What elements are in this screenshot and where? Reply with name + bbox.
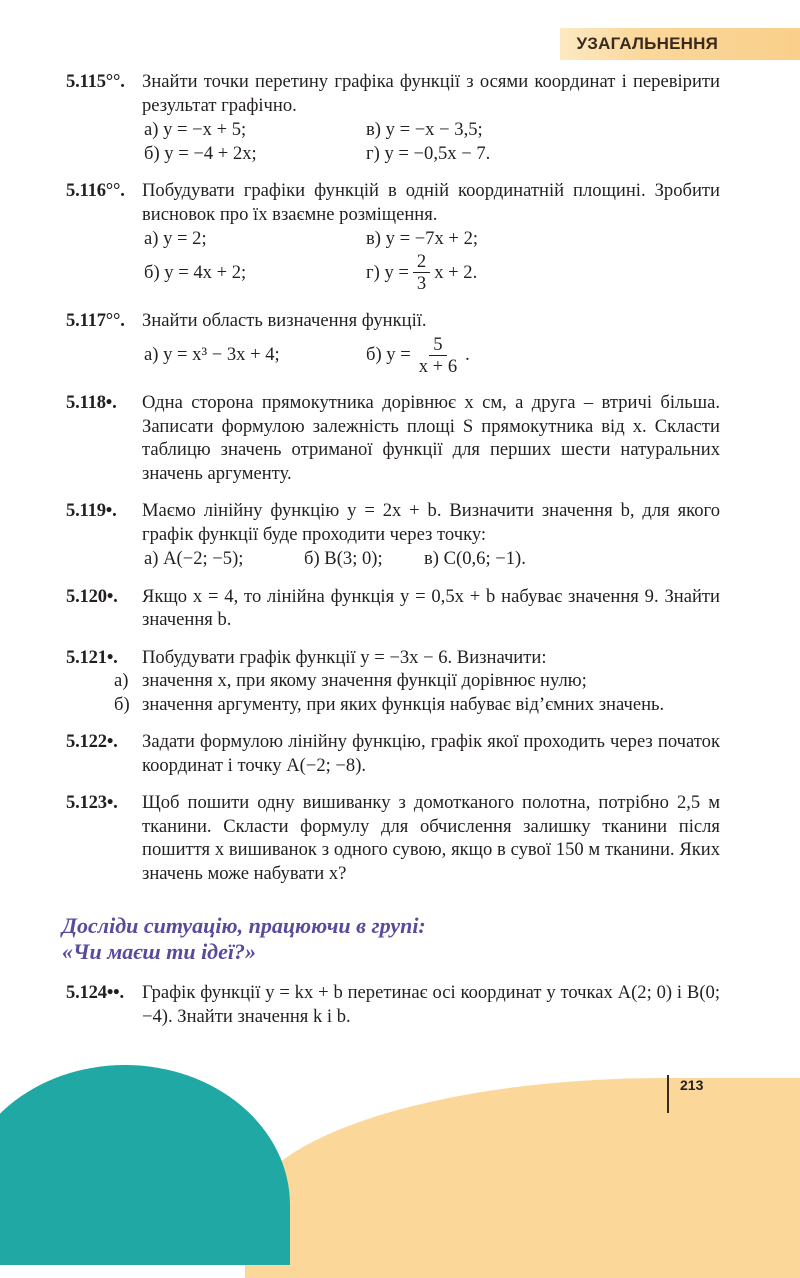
page-number-separator — [667, 1075, 669, 1113]
variant-a: а) y = −x + 5; — [144, 119, 247, 140]
subitem-label: б) — [114, 693, 130, 715]
heading-line-1: Досліди ситуацію, працюючи в групі: — [62, 913, 426, 938]
variants — [142, 227, 720, 295]
variant-b: б) y = −4 + 2x; — [144, 142, 257, 164]
subitem-label: а) — [114, 670, 129, 691]
problem-text: Знайти область визначення функції. — [142, 309, 427, 331]
problem-5-118 — [66, 391, 720, 485]
problem-text: Знайти точки перетину графіка функції з осями координат і перевірити результат графічно. — [142, 71, 720, 116]
variants — [142, 333, 720, 377]
fraction-numerator: 2 — [413, 251, 430, 273]
problem-number: 5.115°°. — [66, 71, 125, 92]
fraction — [415, 334, 461, 377]
problem-text: Графік функції y = kx + b перетинає осі координат у точках A(2; 0) і B(0; −4). Знайти значення k і b. — [142, 982, 720, 1027]
page-number: 213 — [680, 1077, 704, 1093]
section-header-title: УЗАГАЛЬНЕННЯ — [576, 34, 718, 53]
fraction-denominator: 3 — [416, 273, 427, 294]
problem-text: Одна сторона прямокутника дорівнює x см, а друга – втричі більша. Записати формулою залежність площі S прямокутника від x. Скласти таблицю значень отриманої функції для перших шести натуральних значень аргументу. — [142, 392, 720, 484]
variant-a: а) y = x³ − 3x + 4; — [144, 344, 280, 366]
problem-number: 5.116°°. — [66, 180, 125, 201]
subitem-text: значення x, при якому значення функції дорівнює нулю; — [142, 670, 587, 691]
fraction-denominator: x + 6 — [418, 355, 458, 377]
problem-number: 5.120•. — [66, 585, 118, 607]
problem-text: Якщо x = 4, то лінійна функція y = 0,5x + b набуває значення 9. Знайти значення b. — [142, 585, 720, 630]
problem-number: 5.118•. — [66, 392, 117, 413]
problem-text: Маємо лінійну функцію y = 2x + b. Визначити значення b, для якого графік функції буде проходити через точку: — [142, 500, 720, 545]
variant-b: б) B(3; 0); — [304, 548, 383, 569]
variant-a: а) y = 2; — [144, 228, 207, 249]
decorative-orange-wave — [245, 1078, 800, 1278]
variant-v: в) y = −x − 3,5; — [366, 119, 483, 140]
problem-5-120 — [66, 585, 720, 632]
problem-number: 5.119•. — [66, 500, 117, 521]
problem-text: Побудувати графік функції y = −3x − 6. Визначити: — [142, 646, 547, 668]
subitem-text: значення аргументу, при яких функція набуває від’ємних значень. — [142, 693, 665, 715]
variant-b: б) y = $\frac{5}{x + 6}$ . — [366, 333, 470, 377]
subitem-a — [114, 669, 720, 693]
problem-number: 5.121•. — [66, 646, 118, 668]
problem-5-122 — [66, 730, 720, 777]
problem-5-121 — [66, 646, 720, 717]
variant-g: г) y = −0,5x − 7. — [366, 142, 491, 164]
fraction-numerator: 5 — [429, 334, 446, 356]
problem-5-116 — [66, 179, 720, 295]
variant-v: в) y = −7x + 2; — [366, 228, 479, 249]
decorative-teal-wave — [0, 1065, 290, 1265]
subitem-b — [114, 693, 720, 717]
problem-5-115 — [66, 70, 720, 165]
problem-number: 5.124••. — [66, 982, 124, 1003]
fraction — [413, 251, 430, 294]
variant-g: г) y = $\frac{2}{3}$ x + 2. — [366, 251, 478, 294]
problem-5-119 — [66, 499, 720, 571]
group-research-heading — [62, 913, 720, 965]
problem-text: Побудувати графіки функцій в одній координатній площині. Зробити висновок про їх взаємне розміщення. — [142, 180, 720, 225]
problem-5-123 — [66, 791, 720, 885]
variants — [142, 118, 720, 165]
heading-line-2: «Чи маєш ти ідеї?» — [62, 939, 256, 964]
problem-text: Щоб пошити одну вишиванку з домотканого полотна, потрібно 2,5 м тканини. Скласти формулу для обчислення залишку тканини після пошиття x вишиванок з одного сувою, якщо в сувої 150 м тканини. Яких значень може набувати x? — [142, 792, 720, 884]
problem-5-124 — [66, 981, 720, 1028]
problem-number: 5.123•. — [66, 792, 118, 813]
variants — [142, 547, 720, 571]
variant-b: б) y = 4x + 2; — [144, 261, 247, 283]
problem-number: 5.117°°. — [66, 309, 125, 331]
problem-text: Задати формулою лінійну функцію, графік якої проходить через початок координат і точку A(−2; −8). — [142, 731, 720, 776]
problem-number: 5.122•. — [66, 731, 118, 752]
variant-a: а) A(−2; −5); — [144, 548, 244, 569]
page-content — [62, 70, 720, 1042]
variant-v: в) C(0,6; −1). — [424, 548, 526, 569]
problem-5-117 — [66, 309, 720, 378]
